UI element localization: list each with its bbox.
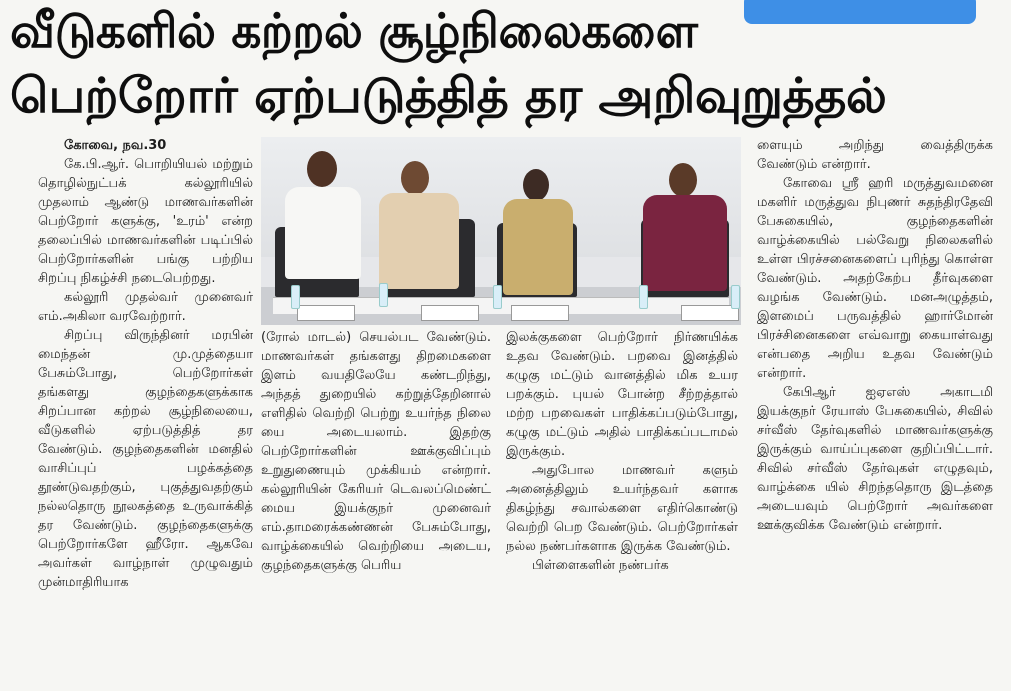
paragraph: கோவை ஸ்ரீ ஹரி மருத்துவமனை மகளிர் மருத்துவ நிபுணர் சுதந்திரதேவி பேசுகையில், குழந்தைகளின் வாழ்க்கையில் பல்வேறு நிலைகளில் உள்ள பிரச்சனைகளைப் புரிந்து கொள்ள வேண்டும். அதற்கேற்ப தீர்வுகளை வழங்க வேண்டும். மனஅழுத்தம், இளமைப் பருவத்தில் ஹார்மோன் பிரச்சினைகளை எவ்வாறு கையாள்வது என்பதை அறிய உதவ வேண்டும் என்றார். [757,176,993,381]
paragraph: ளையும் அறிந்து வைத்திருக்க வேண்டும் என்றார். [757,138,993,172]
paragraph: சிறப்பு விருந்தினர் மரபின் மைந்தன் மு.முத்தையா பேசும்போது, பெற்றோர்கள் தங்களது குழந்தைகளுக்காக சிறப்பான கற்றல் சூழ்நிலையை, வீடுகளில் ஏற்படுத்தித் தர வேண்டும். குழந்தைகளின் மனதில் வாசிப்புப் பழக்கத்தை தூண்டுவதற்கும், புகுத்துவதற்கும் நல்லதொரு நூலகத்தை உருவாக்கித் தர வேண்டும். குழந்தைகளுக்கு பெற்றோர்களே ஹீரோ. ஆகவே அவர்கள் வாழ்நாள் முழுவதும் முன்மாதிரியாக [38,328,253,590]
paragraph: கே.பி.ஆர். பொறியியல் மற்றும் தொழில்நுட்பக் கல்லூரியில் முதலாம் ஆண்டு மாணவர்களின் பெற்றோர் களுக்கு, 'உரம்' என்ற தலைப்பில் மாணவர்களின் படிப்பில் பெற்றோர்களின் பங்கு பற்றிய சிறப்பு நிகழ்ச்சி நடைபெற்றது. [38,157,253,286]
article-column-4 [757,136,993,688]
paragraph: பிள்ளைகளின் நண்பர்க [532,558,669,573]
paragraph: கேபிஆர் ஐஏஎஸ் அகாடமி இயக்குநர் ரேயாஸ் பேசுகையில், சிவில் சர்வீஸ் தேர்வுகளில் மாணவர்களுக்கு இருக்கும் வாய்ப்புகளை குறிப்பிட்டார். சிவில் சர்வீஸ் தேர்வுகள் எழுதவும், வாழ்க்கை யில் சிறந்ததொரு இடத்தை அடையவும் பெற்றோர் அவர்களை ஊக்குவிக்க வேண்டும் என்றார். [757,385,993,533]
headline-line-2: பெற்றோர் ஏற்படுத்தித் தர அறிவுறுத்தல் [10,68,887,124]
headline-line-1: வீடுகளில் கற்றல் சூழ்நிலைகளை [10,4,698,59]
article-column-3 [506,328,738,688]
article-column-2 [261,328,491,688]
paragraph: இலக்குகளை பெற்றோர் நிர்ணயிக்க உதவ வேண்டும். பறவை இனத்தில் கழுகு மட்டும் வானத்தில் மிக உயர பறக்கும். புயல் போன்ற சீற்றத்தால் மற்ற பறவைகள் பாதிக்கப்படும்போது, கழுகு மட்டும் அதில் பாதிக்கப்படாமல் இருக்கும். [506,330,738,459]
paragraph: (ரோல் மாடல்) செயல்பட வேண்டும். மாணவர்கள் தங்களது திறமைகளை இளம் வயதிலேயே கண்டறிந்து, அந்தத் துறையில் கற்றுத்தேறினால் எளிதில் வெற்றி பெற்று உயர்ந்த நிலை யை அடையலாம். இதற்கு பெற்றோர்களின் ஊக்குவிப்பும் உறுதுணையும் முக்கியம் என்றார். கல்லூரியின் கேரியர் டெவலப்மெண்ட் மைய இயக்குநர் முனைவர் எம்.தாமரைக்கண்ணன் பேசும்போது, வாழ்க்கையில் வெற்றியை அடைய, குழந்தைகளுக்கு பெரிய [261,330,491,573]
news-photo [261,137,741,325]
paragraph: அதுபோல மாணவர் களும் அனைத்திலும் உயர்ந்தவர் களாக திகழ்ந்து சவால்களை எதிர்கொண்டு வெற்றி பெற வேண்டும். பெற்றோர்கள் நல்ல நண்பர்களாக இருக்க வேண்டும். [506,463,738,554]
article-column-1 [38,136,253,688]
dateline: கோவை, நவ.30 [64,138,167,153]
paragraph: கல்லூரி முதல்வர் முனைவர் எம்.அகிலா வரவேற்றார். [38,290,253,324]
